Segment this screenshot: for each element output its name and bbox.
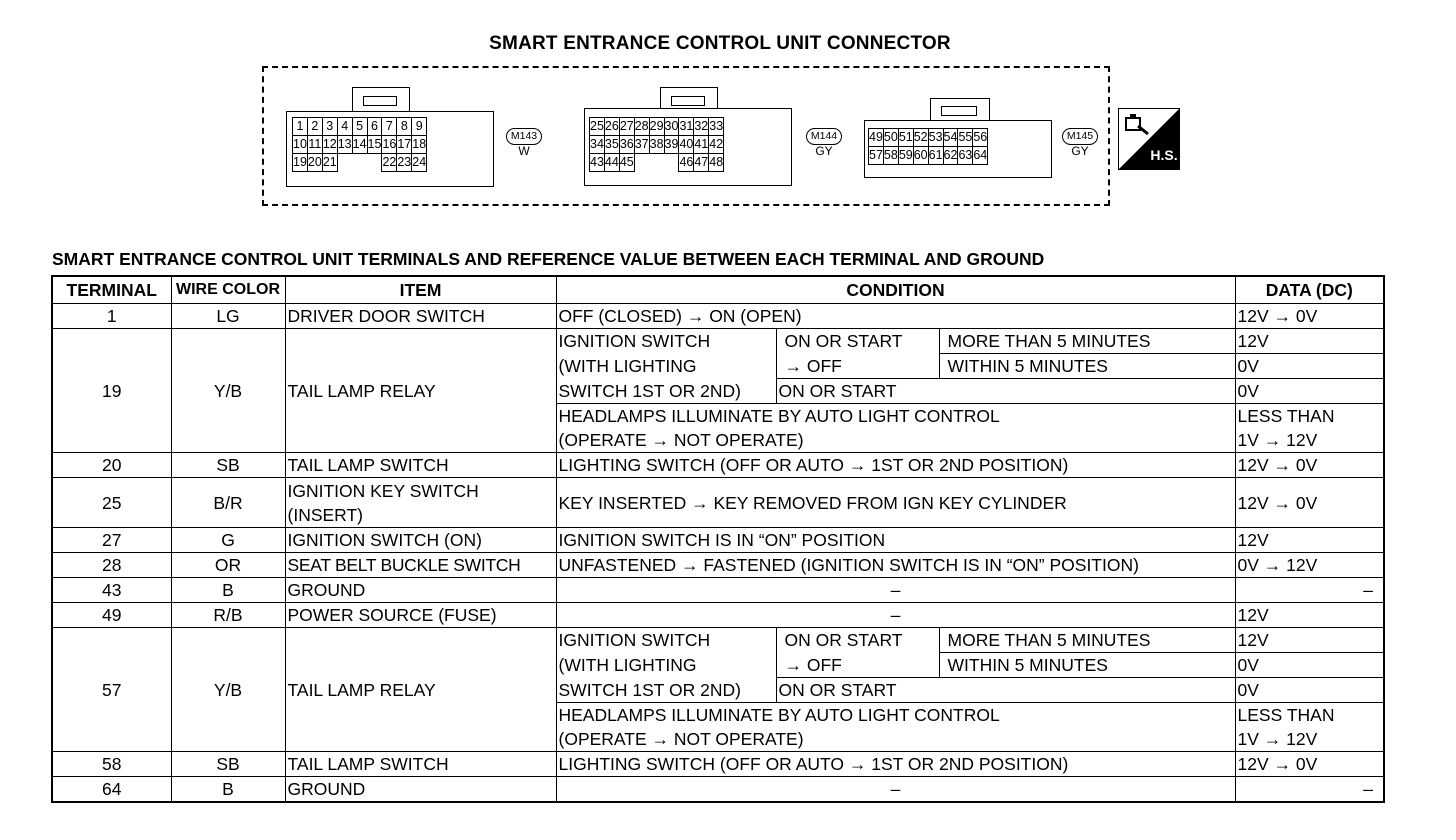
table-row: 64 B GROUND – –	[52, 777, 1384, 803]
table-row: (OPERATE → NOT OPERATE) 1V → 12V	[52, 727, 1384, 752]
table-row: 49 R/B POWER SOURCE (FUSE) – 12V	[52, 603, 1384, 628]
header-wire-color: WIRE COLOR	[171, 276, 285, 304]
table-row: (WITH LIGHTING → OFF WITHIN 5 MINUTES 0V	[52, 653, 1384, 678]
table-row: 19 Y/B TAIL LAMP RELAY IGNITION SWITCH ON OR START MORE THAN 5 MINUTES 12V	[52, 329, 1384, 354]
terminal-reference-table	[51, 275, 1385, 803]
table-header-row	[52, 276, 1384, 304]
table-row: 20 SB TAIL LAMP SWITCH LIGHTING SWITCH (OFF OR AUTO → 1ST OR 2ND POSITION) 12V → 0V	[52, 453, 1384, 478]
table-row: 43 B GROUND – –	[52, 578, 1384, 603]
pin-grid: 25 26 27 28 29 30 31 32 33 34 35 36 37 38 39 40 41 42 43 44 45 46 47 48	[589, 117, 724, 172]
header-item: ITEM	[285, 276, 556, 304]
table-row: HEADLAMPS ILLUMINATE BY AUTO LIGHT CONTROL LESS THAN	[52, 703, 1384, 728]
pin-grid: 1 2 3 4 5 6 7 8 9 10 11 12 13 14 15 16 17 18 19 20 21 22 23 24	[292, 117, 427, 172]
table-row: 57 Y/B TAIL LAMP RELAY IGNITION SWITCH ON OR START MORE THAN 5 MINUTES 12V	[52, 628, 1384, 653]
page-title: SMART ENTRANCE CONTROL UNIT CONNECTOR	[489, 33, 951, 54]
table-row: HEADLAMPS ILLUMINATE BY AUTO LIGHT CONTROL LESS THAN	[52, 404, 1384, 429]
table-row: 1 LG DRIVER DOOR SWITCH OFF (CLOSED) → ON (OPEN) 12V → 0V	[52, 304, 1384, 329]
table-row: (WITH LIGHTING → OFF WITHIN 5 MINUTES 0V	[52, 354, 1384, 379]
table-row: (OPERATE → NOT OPERATE) 1V → 12V	[52, 428, 1384, 453]
table-row: 28 OR SEAT BELT BUCKLE SWITCH UNFASTENED → FASTENED (IGNITION SWITCH IS IN “ON” POSITION) 0V → 12V	[52, 553, 1384, 578]
connector-id-m143: M143 W	[502, 128, 546, 158]
header-condition: CONDITION	[556, 276, 1235, 304]
header-data: DATA (DC)	[1235, 276, 1384, 304]
table-title: SMART ENTRANCE CONTROL UNIT TERMINALS AND REFERENCE VALUE BETWEEN EACH TERMINAL AND GROUND	[52, 249, 1045, 269]
table-row: 25 B/R IGNITION KEY SWITCH (INSERT) KEY INSERTED → KEY REMOVED FROM IGN KEY CYLINDER 12V → 0V	[52, 478, 1384, 528]
header-terminal: TERMINAL	[52, 276, 171, 304]
connector-id-m145: M145 GY	[1058, 128, 1102, 158]
table-row: 58 SB TAIL LAMP SWITCH LIGHTING SWITCH (OFF OR AUTO → 1ST OR 2ND POSITION) 12V → 0V	[52, 752, 1384, 777]
pin-grid: 49 50 51 52 53 54 55 56 57 58 59 60 61 62 63 64	[868, 128, 988, 165]
table-row: SWITCH 1ST OR 2ND) ON OR START 0V	[52, 678, 1384, 703]
harness-side-icon	[1118, 108, 1180, 170]
connector-id-m144: M144 GY	[802, 128, 846, 158]
table-row: 27 G IGNITION SWITCH (ON) IGNITION SWITCH IS IN “ON” POSITION 12V	[52, 528, 1384, 553]
svg-text:H.S.: H.S.	[1150, 147, 1178, 163]
table-row: SWITCH 1ST OR 2ND) ON OR START 0V	[52, 379, 1384, 404]
